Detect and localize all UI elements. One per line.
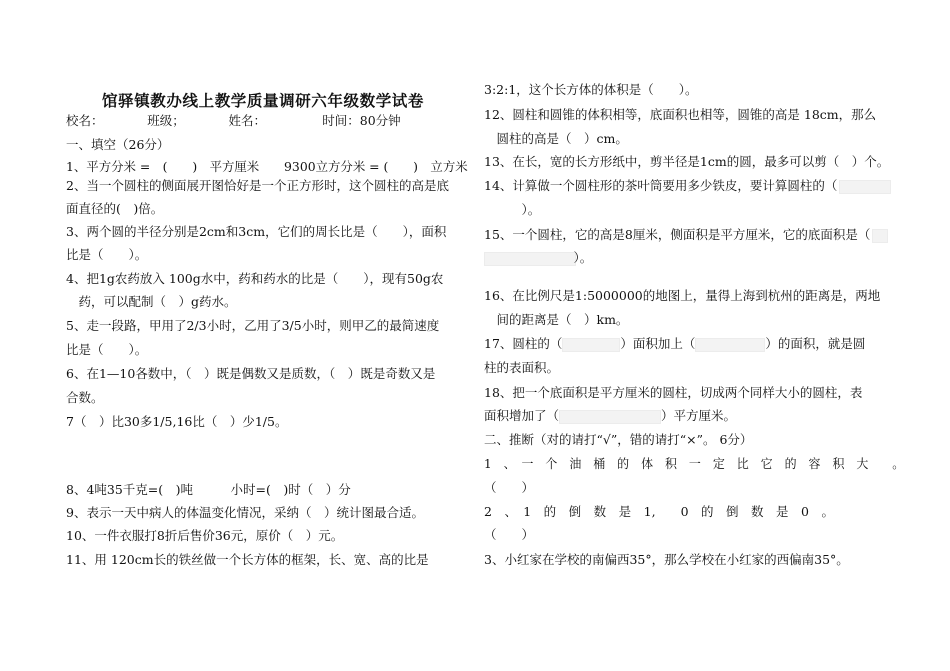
question-line: 16、在比例尺是1:5000000的地图上，量得上海到杭州的距离是，两地 (484, 288, 881, 303)
question-line: 药，可以配制（ ）g药水。 (66, 294, 237, 309)
question-line: （ ） (484, 480, 535, 495)
question-text: 17、圆柱的（ (484, 336, 563, 351)
question-line (484, 250, 592, 266)
answer-blank[interactable] (695, 338, 765, 352)
question-line: （ ） (484, 527, 535, 542)
question-line: 12、圆柱和圆锥的体积相等，底面积也相等，圆锥的高是 18cm，那么 (484, 107, 877, 122)
question-line: 3、小红家在学校的南偏西35°，那么学校在小红家的西偏南35°。 (484, 552, 849, 567)
question-line: ）。 (484, 202, 541, 217)
question-text: ）平方厘米。 (661, 408, 737, 423)
question-text: 14、计算做一个圆柱形的茶叶筒要用多少铁皮，要计算圆柱的（ (484, 178, 838, 193)
question-line: 柱的表面积。 (484, 360, 560, 375)
question-line: 1 、 一 个 油 桶 的 体 积 一 定 比 它 的 容 积 大 。 (484, 456, 905, 471)
question-line: 6、在1—10各数中，（ ）既是偶数又是质数，（ ）既是奇数又是 (66, 366, 436, 381)
question-line: 13、在长，宽的长方形纸中，剪半径是1cm的圆，最多可以剪（ ）个。 (484, 154, 890, 169)
question-line: 间的距离是（ ）km。 (484, 312, 629, 327)
question-line: 3、两个圆的半径分别是2cm和3cm，它们的周长比是（ ），面积 (66, 224, 447, 239)
answer-blank[interactable] (562, 338, 620, 352)
question-line: 比是（ ）。 (66, 247, 148, 262)
answer-blank[interactable] (839, 180, 891, 194)
question-line: 5、走一段路，甲用了2/3小时，乙用了3/5小时，则甲乙的最简速度 (66, 318, 440, 333)
question-line: 18、把一个底面积是平方厘米的圆柱，切成两个同样大小的圆柱，表 (484, 385, 863, 400)
question-line: 9、表示一天中病人的体温变化情况，采纳（ ）统计图最合适。 (66, 505, 424, 520)
question-line: 2、当一个圆柱的侧面展开图恰好是一个正方形时，这个圆柱的高是底 (66, 178, 449, 193)
answer-blank[interactable] (872, 229, 888, 243)
question-line: 7（ ）比30多1/5,16比（ ）少1/5。 (66, 414, 288, 429)
question-text: ）的面积，就是圆 (765, 336, 866, 351)
question-line: 2 、 1 的 倒 数 是 1, 0 的 倒 数 是 0 。 (484, 504, 834, 519)
section-heading-judgement: 二、推断（对的请打“√”，错的请打“×”。 6分） (484, 432, 753, 447)
question-line: 8、4吨35千克=( )吨 小时=( )时（ ）分 (66, 482, 351, 497)
question-line: 比是（ ）。 (66, 342, 148, 357)
question-line: 面直径的( )倍。 (66, 201, 164, 216)
question-text: 15、一个圆柱，它的高是8厘米，侧面积是平方厘米，它的底面积是（ (484, 227, 871, 242)
exam-header: 校名： 班级； 姓名： 时间：80分钟 (66, 113, 401, 128)
exam-title: 馆驿镇教办线上教学质量调研六年级数学试卷 (102, 92, 425, 110)
question-line (484, 227, 888, 243)
question-line: 1、平方分米 = ( ) 平方厘米 9300立方分米 = ( ) 立方米 (66, 159, 468, 174)
question-line (484, 408, 736, 424)
question-line: 合数。 (66, 390, 104, 405)
question-line: 3:2:1，这个长方体的体积是（ ）。 (484, 82, 698, 97)
question-text: ）面积加上（ (620, 336, 696, 351)
question-line: 圆柱的高是（ ）cm。 (484, 131, 628, 146)
section-heading-fill-blank: 一、填空（26分） (66, 137, 170, 152)
question-line: 4、把1g农药放入 100g水中，药和药水的比是（ ），现有50g农 (66, 271, 444, 286)
question-text: 面积增加了（ (484, 408, 560, 423)
question-line: 11、用 120cm长的铁丝做一个长方体的框架，长、宽、高的比是 (66, 552, 429, 567)
question-line: 10、一件衣服打8折后售价36元，原价（ ）元。 (66, 528, 344, 543)
question-line (484, 336, 865, 352)
question-text: ）。 (486, 250, 593, 265)
answer-blank[interactable] (559, 410, 661, 424)
question-line (484, 178, 891, 194)
